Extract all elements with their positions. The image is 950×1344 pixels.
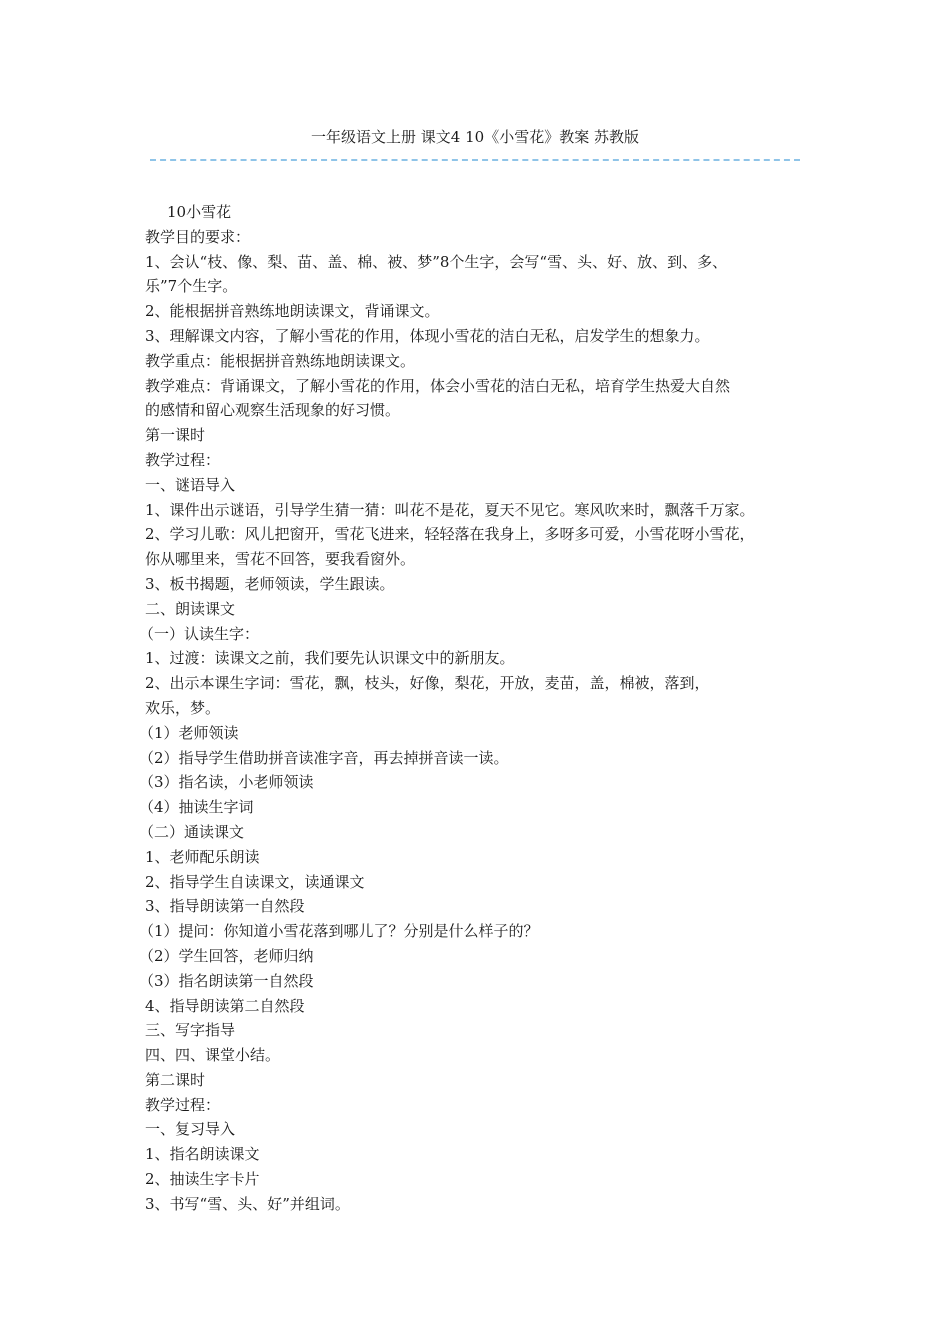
section-heading: 一、复习导入 <box>145 1120 236 1139</box>
text-line: 2、出示本课生字词：雪花，飘，枝头，好像，梨花，开放，麦苗，盖，棉被，落到， <box>145 674 710 693</box>
text-line: 2、能根据拼音熟练地朗读课文，背诵课文。 <box>145 302 440 321</box>
page-header-title: 一年级语文上册 课文4 10《小雪花》教案 苏教版 <box>311 128 639 146</box>
text-line: 3、书写“雪、头、好”并组词。 <box>145 1194 350 1213</box>
text-line: 乐”7个生字。 <box>145 277 238 296</box>
subsection-heading: （二）通读课文 <box>139 822 245 841</box>
text-line: 教学目的要求： <box>145 227 251 246</box>
section-heading: 二、朗读课文 <box>145 599 236 618</box>
section-heading: 一、谜语导入 <box>145 475 236 494</box>
text-line: （3）指名朗读第一自然段 <box>139 971 314 990</box>
text-line: 2、指导学生自读课文，读通课文 <box>145 872 365 891</box>
text-line: 欢乐，梦。 <box>145 698 221 717</box>
section-heading: 三、写字指导 <box>145 1021 236 1040</box>
text-line: 3、理解课文内容，了解小雪花的作用，体现小雪花的洁白无私，启发学生的想象力。 <box>145 326 710 345</box>
text-line: （1）老师领读 <box>139 723 239 742</box>
text-line: （4）抽读生字词 <box>139 798 254 817</box>
text-line: 教学过程： <box>145 450 221 469</box>
text-line: 3、指导朗读第一自然段 <box>145 897 305 916</box>
text-line: 教学重点：能根据拼音熟练地朗读课文。 <box>145 351 416 370</box>
header-divider <box>150 159 800 161</box>
text-line: 1、课件出示谜语，引导学生猜一猜：叫花不是花，夏天不见它。寒风吹来时，飘落千万家。 <box>145 500 755 519</box>
text-line: 教学过程： <box>145 1095 221 1114</box>
text-line: （1）提问：你知道小雪花落到哪儿了？分别是什么样子的？ <box>139 922 539 941</box>
section-heading: 四、四、课堂小结。 <box>145 1046 281 1065</box>
text-line: （3）指名读，小老师领读 <box>139 773 314 792</box>
section-heading: 第一课时 <box>145 426 206 445</box>
text-line: 2、抽读生字卡片 <box>145 1170 260 1189</box>
document-body <box>139 200 815 1217</box>
text-line: （2）指导学生借助拼音读准字音，再去掉拼音读一读。 <box>139 748 509 767</box>
text-line: 2、学习儿歌：风儿把窗开，雪花飞进来，轻轻落在我身上，多呀多可爱，小雪花呀小雪花， <box>145 525 755 544</box>
text-line: （2）学生回答，老师归纳 <box>139 946 314 965</box>
lesson-title: 10小雪花 <box>167 203 232 221</box>
text-line: 3、板书揭题，老师领读，学生跟读。 <box>145 574 395 593</box>
text-line: 你从哪里来，雪花不回答，要我看窗外。 <box>145 550 416 569</box>
text-line: 1、老师配乐朗读 <box>145 847 260 866</box>
text-line: 1、会认“枝、像、梨、苗、盖、棉、被、梦”8个生字，会写“雪、头、好、放、到、多、 <box>145 252 728 271</box>
section-heading: 第二课时 <box>145 1070 206 1089</box>
text-line: 4、指导朗读第二自然段 <box>145 996 305 1015</box>
text-line: 1、过渡：读课文之前，我们要先认识课文中的新朋友。 <box>145 649 515 668</box>
subsection-heading: （一）认读生字： <box>139 624 260 643</box>
text-line: 1、指名朗读课文 <box>145 1145 260 1164</box>
text-line: 教学难点：背诵课文，了解小雪花的作用，体会小雪花的洁白无私，培育学生热爱大自然 <box>145 376 731 395</box>
text-line: 的感情和留心观察生活现象的好习惯。 <box>145 401 401 420</box>
